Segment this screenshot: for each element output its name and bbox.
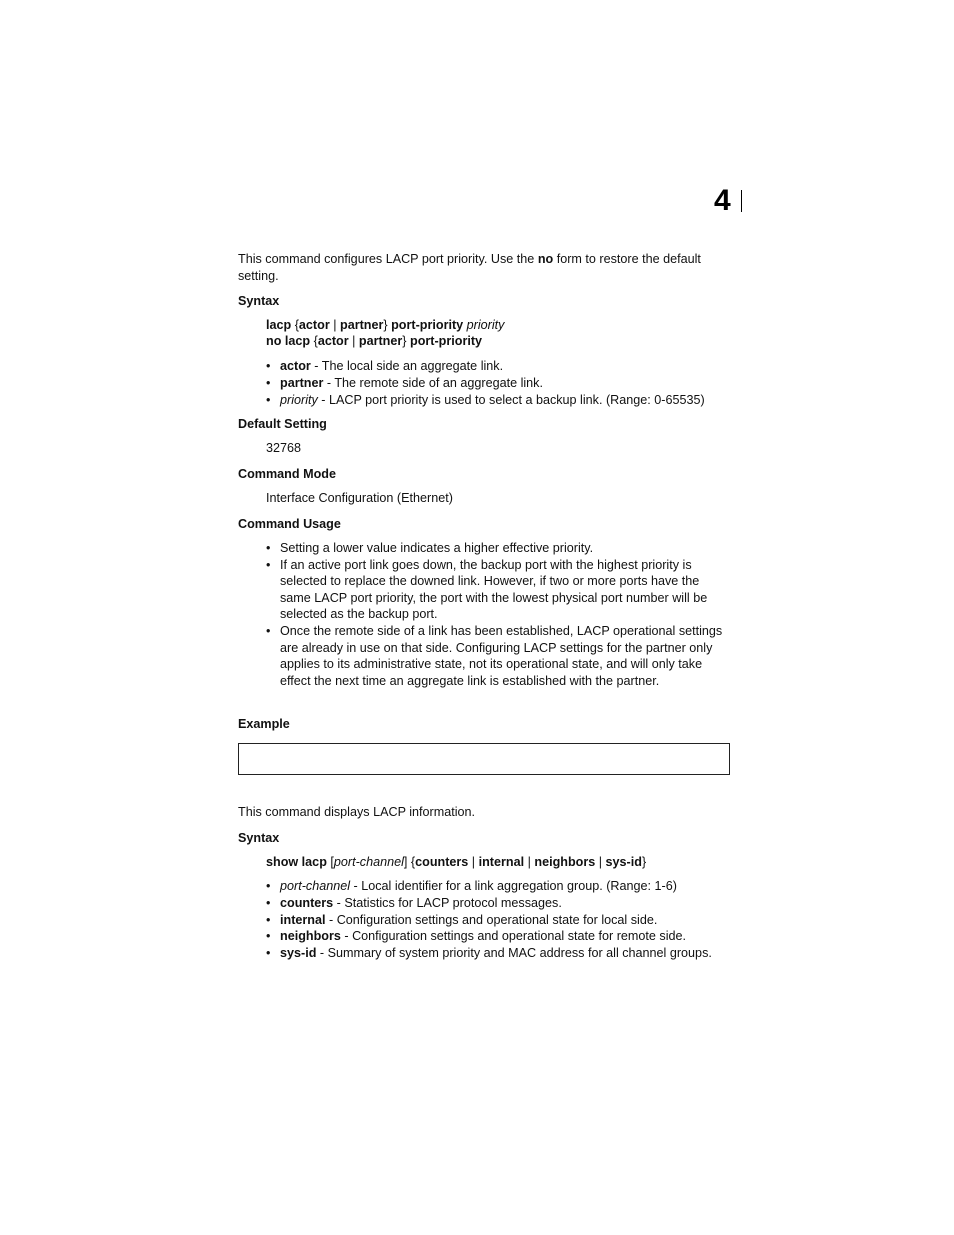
- param-term: counters: [280, 895, 334, 910]
- chapter-number: 4: [714, 184, 731, 217]
- usage-text: Once the remote side of a link has been established, LACP operational settings are already in use on that side. Configuring LACP settings for the partner only applies to its administrative state, not its operational state, and will only take effect the next time an aggregate link is established with the partner.: [280, 624, 723, 688]
- list-item: [266, 358, 730, 375]
- kw-lacp: lacp: [266, 318, 292, 332]
- separator: |: [329, 318, 340, 332]
- brace-open: {: [291, 318, 299, 332]
- param-desc: - LACP port priority is used to select a backup link. (Range: 0-65535): [317, 392, 705, 407]
- kw-show-lacp: show lacp: [266, 855, 327, 869]
- bullet: •: [266, 541, 271, 555]
- intro-text: This command configures LACP port priority. Use the: [238, 252, 538, 266]
- usage-text: If an active port link goes down, the backup port with the highest priority is selected to replace the downed link. However, if two or more ports have the same LACP port priority, the port with the lowest physical port number will be selected as the backup port.: [280, 557, 708, 622]
- list-item: [266, 878, 730, 895]
- command-usage-heading: Command Usage: [238, 517, 341, 531]
- command-mode-heading: Command Mode: [238, 467, 336, 481]
- default-setting-value: 32768: [266, 441, 302, 455]
- show-lacp-syntax-line: [266, 854, 646, 871]
- syntax-line-no-lacp: [266, 333, 482, 350]
- bullet: •: [266, 929, 271, 944]
- list-item: [266, 375, 730, 392]
- show-lacp-intro: This command displays LACP information.: [238, 805, 476, 819]
- param-desc: - Configuration settings and operational state for remote side.: [340, 929, 686, 944]
- kw-partner: partner: [340, 318, 384, 332]
- kw-port-priority: port-priority: [410, 334, 483, 348]
- brace-open: {: [310, 334, 318, 348]
- kw-internal: internal: [478, 855, 525, 869]
- param-term: port-channel: [280, 879, 351, 893]
- kw-port-priority: port-priority: [391, 318, 464, 332]
- lacp-priority-params: [266, 358, 730, 408]
- list-item: [266, 540, 730, 557]
- bullet: •: [266, 392, 271, 407]
- chapter-marker-bar: [741, 190, 742, 212]
- usage-text: Setting a lower value indicates a higher effective priority.: [280, 541, 594, 555]
- brace-close: }: [402, 334, 410, 348]
- list-item: [266, 557, 730, 623]
- intro-no-keyword: no: [537, 252, 554, 266]
- param-term: actor: [280, 359, 311, 373]
- show-lacp-params: [266, 878, 730, 962]
- syntax-heading: Syntax: [238, 294, 280, 308]
- param-desc: - Summary of system priority and MAC address for all channel groups.: [316, 946, 712, 961]
- param-term: partner: [280, 375, 324, 390]
- list-item: [266, 895, 730, 912]
- list-item: [266, 392, 730, 409]
- arg-priority: priority: [466, 318, 505, 332]
- kw-partner: partner: [358, 334, 403, 348]
- param-term: priority: [280, 392, 318, 407]
- separator: |: [348, 334, 359, 348]
- bullet: •: [266, 359, 271, 373]
- show-lacp-syntax-heading: Syntax: [238, 831, 280, 845]
- bullet: •: [266, 879, 271, 893]
- bracket-open: [: [326, 855, 334, 869]
- intro-text-end: form to restore the default setting.: [238, 252, 701, 283]
- command-mode-value: Interface Configuration (Ethernet): [266, 491, 453, 505]
- param-desc: - The remote side of an aggregate link.: [323, 375, 543, 390]
- bullet: •: [266, 557, 271, 572]
- kw-counters: counters: [415, 855, 469, 869]
- param-term: neighbors: [280, 929, 341, 944]
- param-desc: - Local identifier for a link aggregation group. (Range: 1-6): [350, 879, 677, 893]
- arg-port-channel: port-channel: [333, 855, 404, 869]
- lacp-priority-intro: [238, 251, 730, 284]
- brace-close: }: [641, 855, 647, 869]
- separator: |: [468, 855, 479, 869]
- bullet: •: [266, 375, 271, 390]
- example-heading: Example: [238, 717, 290, 731]
- kw-no-lacp: no lacp: [266, 334, 311, 348]
- command-usage-list: [266, 540, 730, 689]
- syntax-line-lacp: [266, 317, 504, 334]
- default-setting-heading: Default Setting: [238, 417, 327, 431]
- kw-sys-id: sys-id: [605, 855, 642, 869]
- bullet: •: [266, 895, 271, 910]
- kw-actor: actor: [298, 318, 330, 332]
- param-term: internal: [280, 912, 326, 927]
- bullet: •: [266, 624, 271, 639]
- list-item: [266, 912, 730, 929]
- bullet: •: [266, 912, 271, 927]
- separator: |: [524, 855, 535, 869]
- param-desc: - Configuration settings and operational state for local side.: [325, 912, 658, 927]
- brace-close: }: [383, 318, 392, 332]
- list-item: [266, 623, 730, 689]
- param-desc: - The local side an aggregate link.: [310, 359, 504, 373]
- bullet: •: [266, 946, 271, 961]
- example-code-box: [238, 743, 730, 775]
- param-desc: - Statistics for LACP protocol messages.: [333, 895, 562, 910]
- list-item: [266, 928, 730, 945]
- kw-neighbors: neighbors: [534, 855, 596, 869]
- list-item: [266, 945, 730, 962]
- bracket-close: ] {: [403, 855, 416, 869]
- param-term: sys-id: [280, 946, 317, 961]
- separator: |: [595, 855, 606, 869]
- kw-actor: actor: [317, 334, 349, 348]
